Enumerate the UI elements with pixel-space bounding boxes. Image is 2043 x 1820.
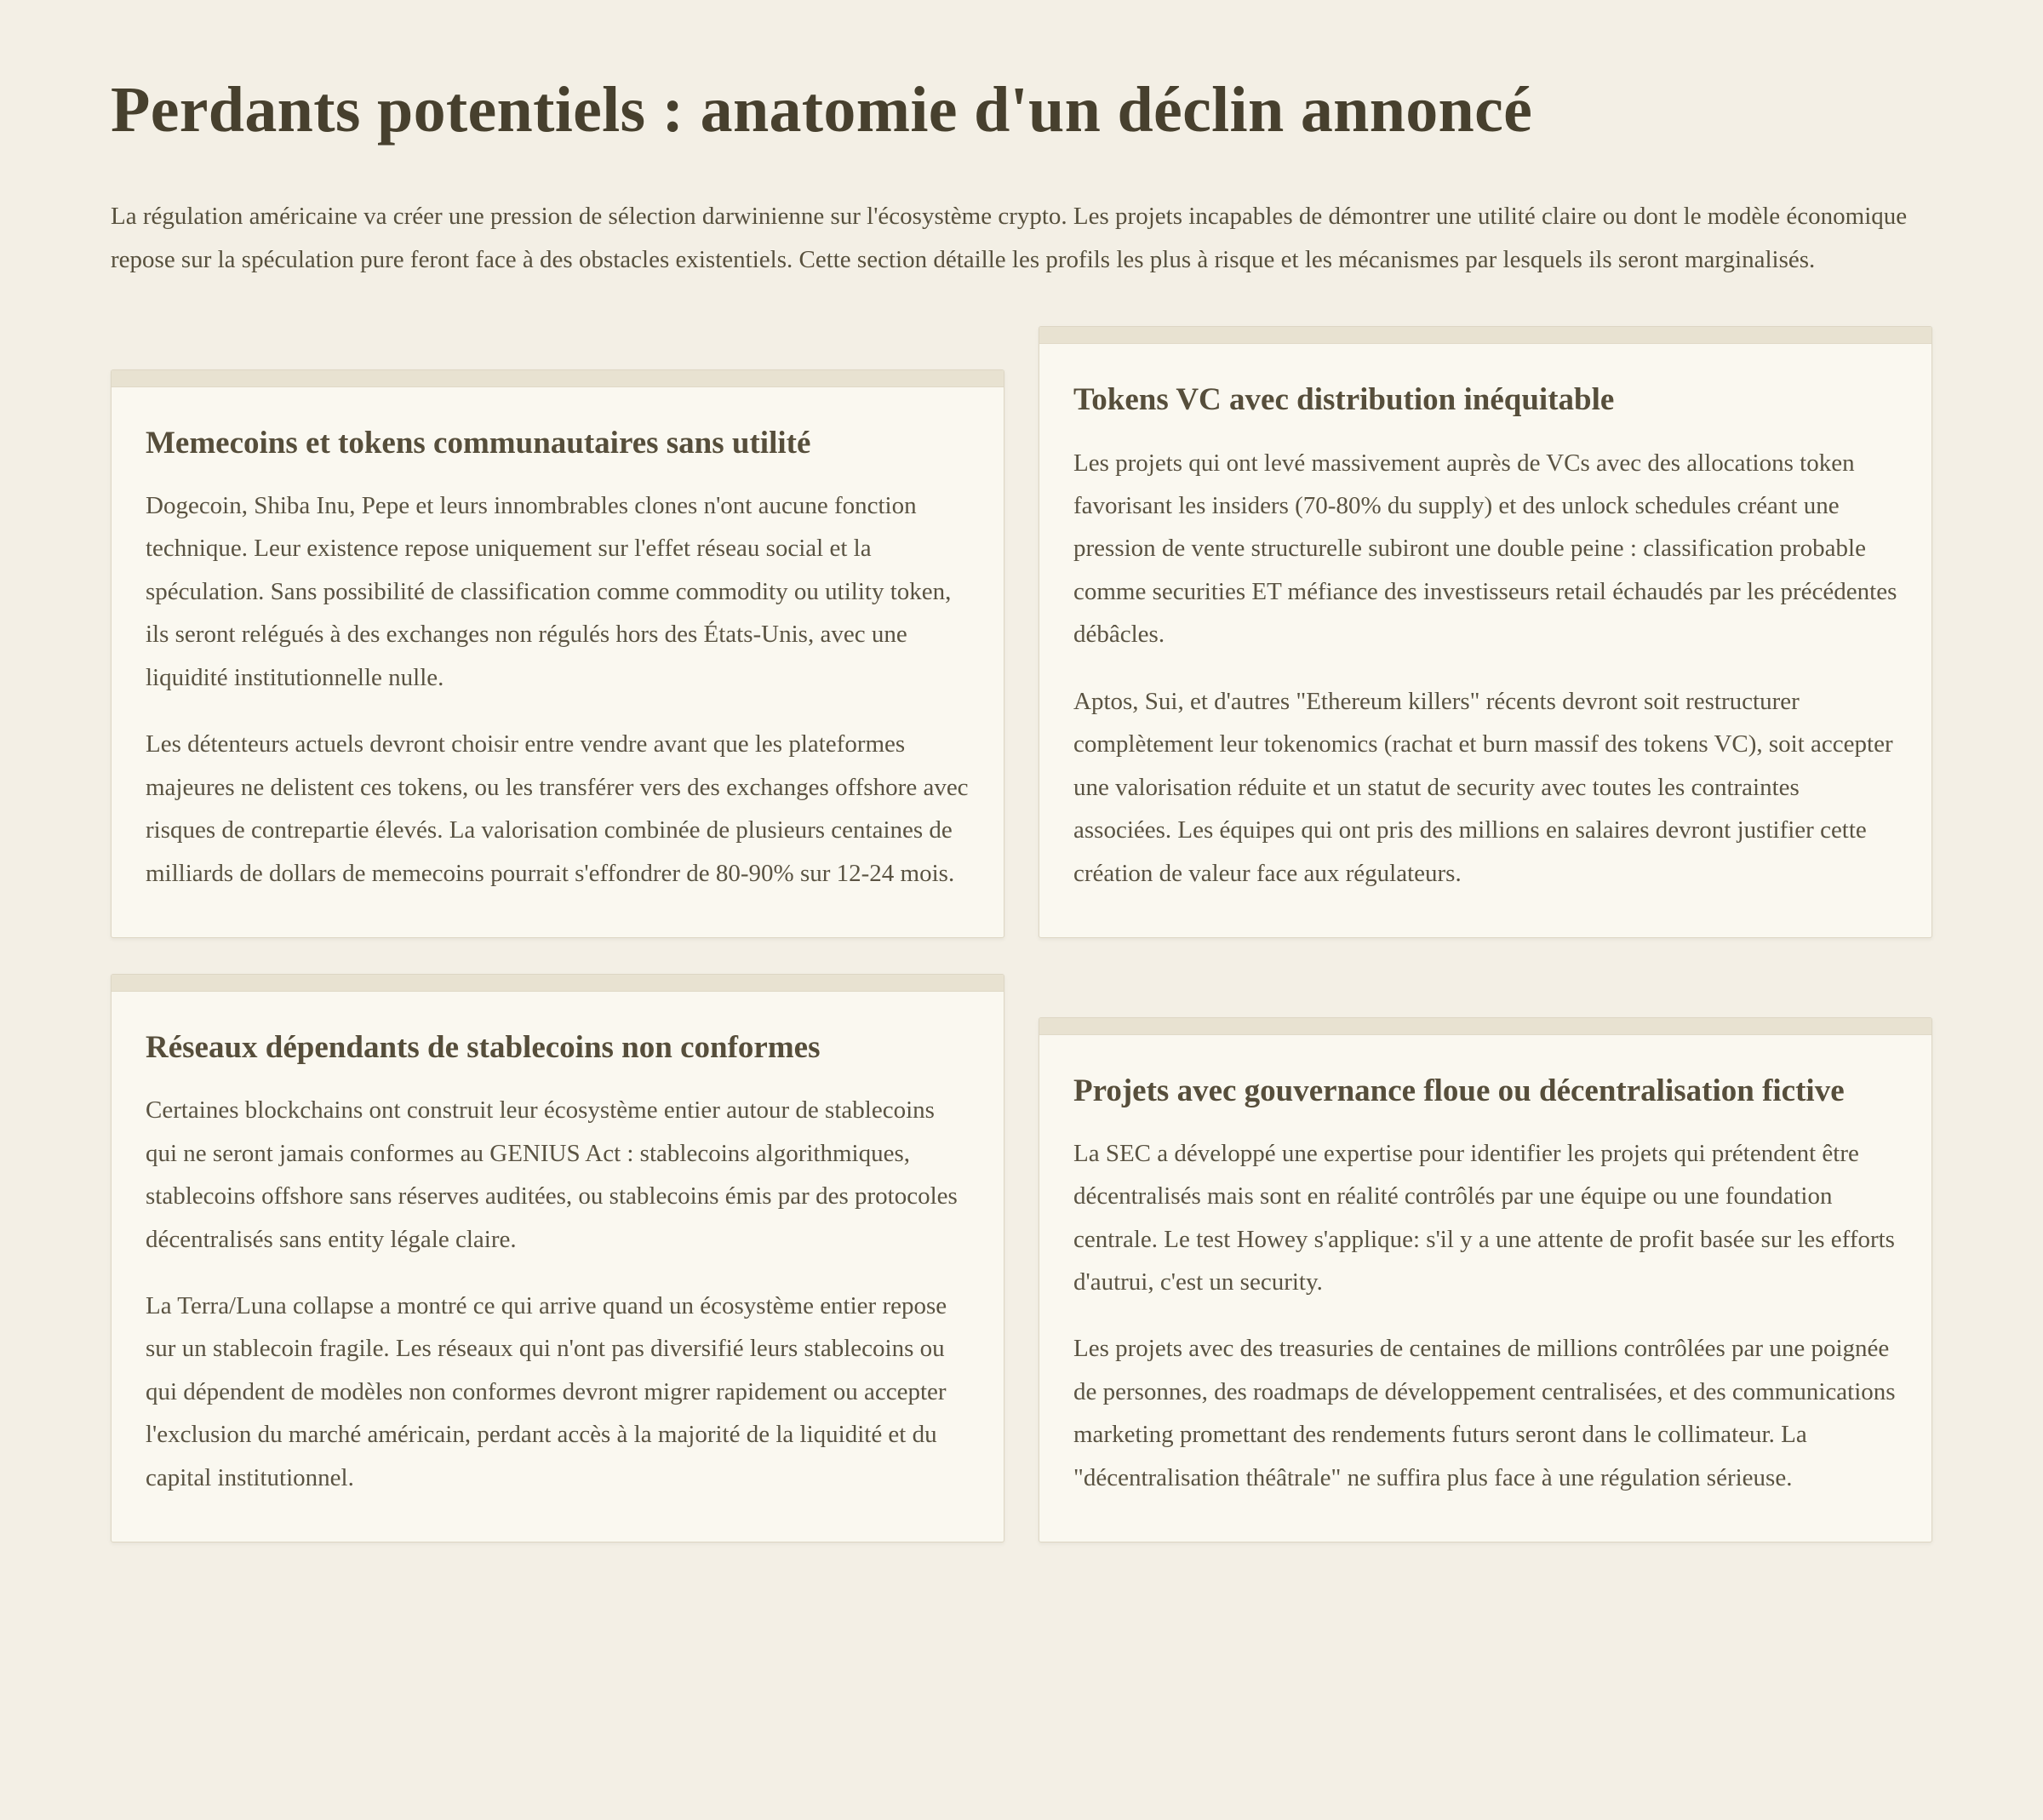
card-paragraph: Dogecoin, Shiba Inu, Pepe et leurs innombrables clones n'ont aucune fonction technique. Leur existence repose uniquement sur l'effet réseau social et la spéculation. Sans possibilité de classification comme commodity ou utility token, ils seront relégués à des exchanges non régulés hors des États-Unis, avec une liquidité institutionnelle nulle. (146, 492, 952, 691)
card-paragraph: La SEC a développé une expertise pour identifier les projets qui prétendent être décentralisés mais sont en réalité contrôlés par une équipe ou une foundation centrale. Le test Howey s'applique: s'il y a une attente de profit basée sur les efforts d'autrui, c'est un security. (1073, 1139, 1895, 1296)
card-stablecoins (111, 974, 1004, 1542)
card-top-strip (112, 370, 1004, 387)
card-paragraph: Certaines blockchains ont construit leur écosystème entier autour de stablecoins qui ne seront jamais conformes au GENIUS Act : stablecoins algorithmiques, stablecoins offshore sans réserves auditées, ou stablecoins émis par des protocoles décentralisés sans entity légale claire. (146, 1096, 958, 1253)
card-paragraph: Aptos, Sui, et d'autres "Ethereum killers" récents devront soit restructurer complètement leur tokenomics (rachat et burn massif des tokens VC), soit accepter une valorisation réduite et un statut de security avec toutes les contraintes associées. Les équipes qui ont pris des millions en salaires devront justifier cette création de valeur face aux régulateurs. (1073, 687, 1893, 887)
card-memecoins (111, 369, 1004, 938)
card-paragraph: Les détenteurs actuels devront choisir entre vendre avant que les plateformes majeures ne delistent ces tokens, ou les transférer vers des exchanges offshore avec risques de contrepartie élevés. La valorisation combinée de plusieurs centaines de milliards de dollars de memecoins pourrait s'effondrer de 80-90% sur 12-24 mois. (146, 730, 969, 887)
cards-grid (111, 326, 1932, 1542)
card-body (1039, 1035, 1931, 1542)
card-top-strip (112, 975, 1004, 992)
card-vc-tokens (1039, 326, 1932, 938)
card-paragraph: Les projets qui ont levé massivement auprès de VCs avec des allocations token favorisant les insiders (70-80% du supply) et des unlock schedules créant une pression de vente structurelle subiront une double peine : classification probable comme securities ET méfiance des investisseurs retail échaudés par les précédentes débâcles. (1073, 449, 1897, 649)
card-title-memecoins: Memecoins et tokens communautaires sans utilité (146, 425, 811, 461)
card-body (112, 992, 1004, 1542)
intro-paragraph: La régulation américaine va créer une pression de sélection darwinienne sur l'écosystème crypto. Les projets incapables de démontrer une utilité claire ou dont le modèle économique repose sur la spéculation pure feront face à des obstacles existentiels. Cette section détaille les profils les plus à risque et les mécanismes par lesquels ils seront marginalisés. (111, 203, 1908, 274)
card-governance (1039, 1017, 1932, 1543)
card-title-governance: Projets avec gouvernance floue ou décentralisation fictive (1073, 1073, 1845, 1108)
card-body (112, 387, 1004, 937)
card-title-vc-tokens: Tokens VC avec distribution inéquitable (1073, 382, 1615, 418)
card-paragraph: La Terra/Luna collapse a montré ce qui arrive quand un écosystème entier repose sur un stablecoin fragile. Les réseaux qui n'ont pas diversifié leurs stablecoins ou qui dépendent de modèles non conformes devront migrer rapidement ou accepter l'exclusion du marché américain, perdant accès à la majorité de la liquidité et du capital institutionnel. (146, 1291, 947, 1491)
card-top-strip (1039, 1018, 1931, 1035)
card-title-stablecoins: Réseaux dépendants de stablecoins non conformes (146, 1030, 821, 1066)
page-title: Perdants potentiels : anatomie d'un déclin annoncé (111, 74, 1533, 146)
card-paragraph: Les projets avec des treasuries de centaines de millions contrôlées par une poignée de personnes, des roadmaps de développement centralisées, et des communications marketing promettant des rendements futurs seront dans le collimateur. La "décentralisation théâtrale" ne suffira plus face à une régulation sérieuse. (1073, 1335, 1896, 1491)
card-body (1039, 344, 1931, 937)
card-top-strip (1039, 327, 1931, 344)
